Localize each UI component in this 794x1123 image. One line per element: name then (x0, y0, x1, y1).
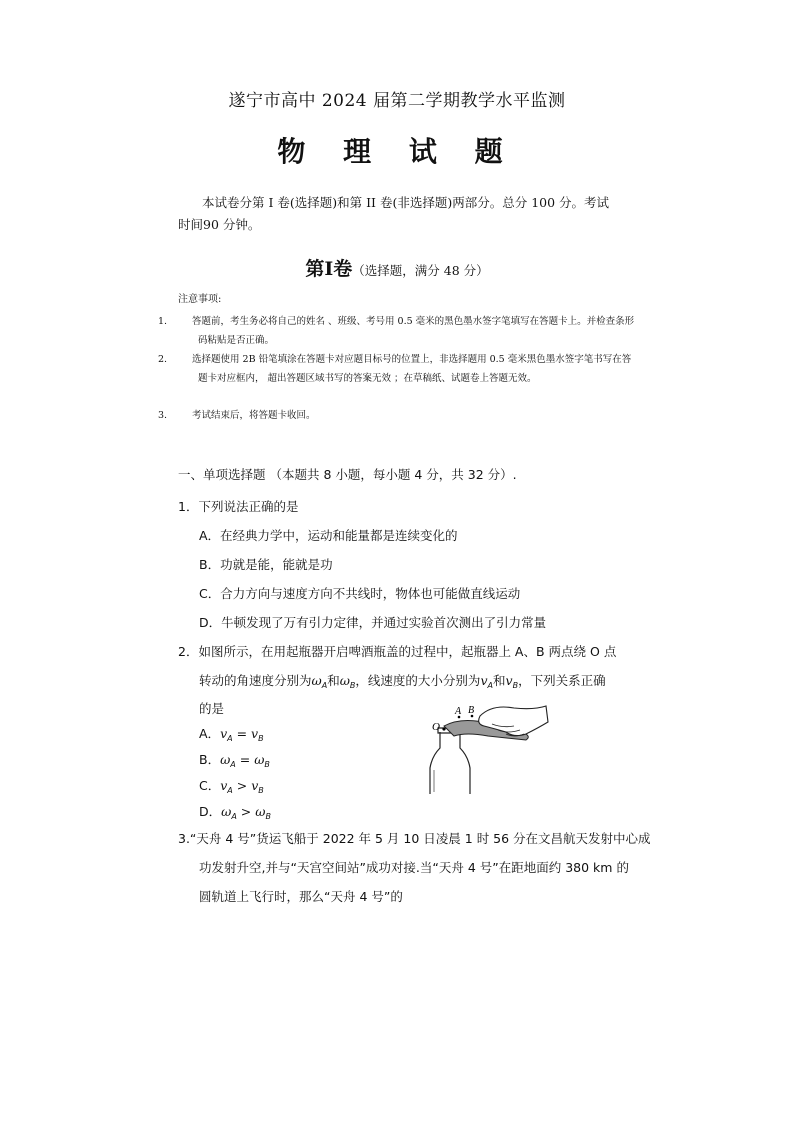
note-item (158, 350, 638, 388)
note-text: 选择题使用 2B 铅笔填涂在答题卡对应题目标号的位置上，非选择题用 0.5 毫米黑色墨水签字笔书写在答题卡对应框内， 超出答题区域书写的答案无效 ；在草稿纸、试题卷上答题无效。 (192, 354, 632, 384)
question-1-option-d: D．牛顿发现了万有引力定律，并通过实验首次测出了引力常量 (199, 615, 547, 630)
point-o-label: O (432, 721, 440, 733)
question-3-line-1: 3.“天舟 4 号”货运飞船于 2022 年 5 月 10 日凌晨 1 时 56 分在文昌航天发射中心成 (178, 831, 651, 846)
point-b-label: B (468, 705, 475, 716)
note-number: 2. (158, 354, 168, 365)
note-item (158, 406, 638, 425)
question-3-line-2: 功发射升空,并与“天宫空间站”成功对接.当“天舟 4 号”在距地面约 380 km 的 (199, 860, 629, 875)
question-1-option-a: A．在经典力学中，运动和能量都是连续变化的 (199, 528, 458, 543)
question-2-option-d: D．$\omega_A > \omega_B$ (199, 804, 271, 821)
notes-title: 注意事项: (178, 294, 222, 305)
note-number: 3. (158, 410, 168, 421)
question-1-stem: 1．下列说法正确的是 (178, 499, 299, 514)
question-2-line-2: 转动的角速度分别为$\omega_A$和$\omega_B$，线速度的大小分别为$v_A$和$v_B$，下列关系正确 (199, 673, 606, 690)
section-label: 第Ⅰ卷 (305, 258, 353, 280)
note-text: 答题前，考生务必将自己的姓名 、班级、考号用 0.5 毫米的黑色墨水签字笔填写在答题卡上。并检查条形码粘贴是否正确。 (192, 316, 635, 346)
exam-header: 遂宁市高中 2024 届第二学期教学水平监测 (228, 91, 566, 111)
point-a-label: A (455, 706, 462, 717)
part-heading: 一、单项选择题 （本题共 8 小题，每小题 4 分，共 32 分）. (178, 467, 517, 482)
note-number: 1. (158, 316, 168, 327)
section-heading (0, 254, 794, 281)
question-1-option-b: B．功就是能，能就是功 (199, 557, 333, 572)
question-2-option-a: A．$v_A = v_B$ (199, 726, 264, 743)
question-1-option-c: C．合力方向与速度方向不共线时，物体也可能做直线运动 (199, 586, 521, 601)
bottle-opener-figure (422, 702, 552, 798)
exam-title: 物 理 试 题 (277, 135, 517, 168)
question-2-option-c: C．$v_A > v_B$ (199, 778, 264, 795)
question-2-line-3: 的是 (199, 701, 225, 716)
question-2-option-b: B．$\omega_A = \omega_B$ (199, 752, 270, 769)
section-note: （选择题，满分 48 分） (352, 263, 489, 278)
exam-intro: 本试卷分第 I 卷(选择题)和第 II 卷(非选择题)两部分。总分 100 分。考试时间90 分钟。 (178, 195, 610, 232)
note-text: 考试结束后，将答题卡收回。 (192, 410, 316, 421)
question-2-line-1: 2．如图所示，在用起瓶器开启啤酒瓶盖的过程中，起瓶器上 A、B 两点绕 O 点 (178, 644, 617, 659)
question-3-line-3: 圆轨道上飞行时，那么“天舟 4 号”的 (199, 889, 403, 904)
bottle-opener-illustration (422, 702, 552, 794)
note-item (158, 312, 638, 350)
